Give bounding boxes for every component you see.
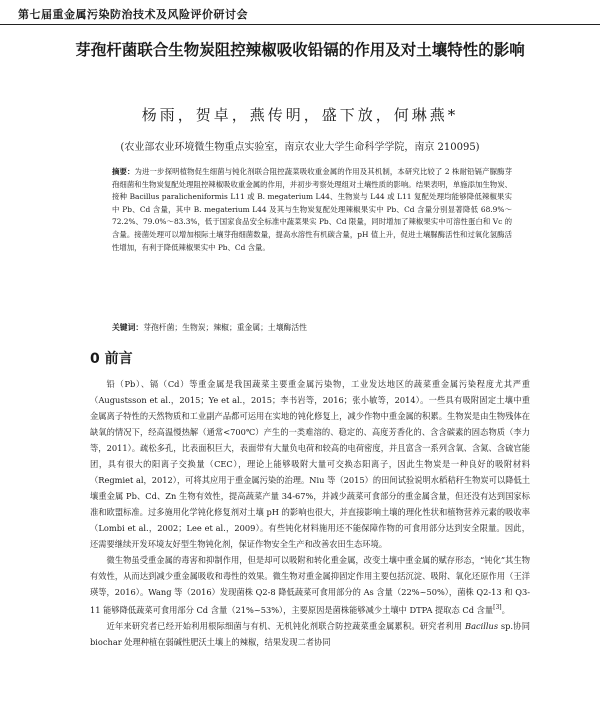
paragraph: 铅（Pb）、镉（Cd）等重金属是我国蔬菜主要重金属污染物，工业发达地区的蔬菜重金属污染程度尤其严重（Augustsson et al.，2015；Ye et al.，2015；李书岩等，2016；张小敏等，2014）。一些具有吸附固定土壤中重金属离子特性的天然物质和工业副产品都可运用在实地的钝化修复上，减少作物中重金属的积累。生物炭是由生物残体在缺氧的情况下，经高温慢热解（通常<700℃）产生的一类难溶的、稳定的、高度芳香化的、含含碳素的固态物质（李力等，2011）。疏松多孔，比表面积巨大，表面带有大量负电荷和较高的电荷密度，并且富含一系列含氧、含氮、含硫官能团，具有很大的阳离子交换量（CEC），理论上能够吸附大量可交换态阳离子，因此生物炭是一种良好的吸附材料（Regmiet al，2012），可将其应用于重金属污染的治理。Niu 等（2015）的田间试验说明水稻秸秆生物炭可以降低土壤重金属 Pb、Cd、Zn 生物有效性，提高蔬菜产量 34-67%，并减少蔬菜可食部分的重金属含量，但还没有达到国家标准和欧盟标准。过多施用化学钝化修复剂对土壤 pH 的影响也很大，并直接影响土壤的理化性状和植物营养元素的吸收率（Lombi et al.，2002；Lee et al.，2009）。有些钝化材料施用还不能保障作物的可食用部分达到安全限量。因此，还需要继续开发环境友好型生物钝化剂，保证作物安全生产和改善农田生态环境。 <box>90 379 530 549</box>
paragraph-text: 微生物虽受重金属的毒害和抑制作用，但是却可以吸附和转化重金属，改变土壤中重金属的赋存形态，“钝化”其生物有效性，从而达到减少重金属吸收和毒性的效果。微生物对重金属抑固定作用主要包括沉淀、吸附、氧化还原作用（王洋瑛等，2016）。Wang 等（2016）发现菌株 Q2-8 降低蔬菜可食用部分的 As 含量（22%~50%），菌株 Q2-13 和 Q3-11 能够降低蔬菜可食用部分 Cd 含量（21%~53%），主要原因是菌株能够减少土壤中 DTPA 提取态 Cd 含量 <box>90 555 530 615</box>
keywords-label: 关键词： <box>112 323 144 332</box>
paragraph-end: 。 <box>501 604 510 615</box>
species-name: Bacillus <box>465 620 499 631</box>
abstract-text: 为进一步探明植物促生细菌与钝化剂联合阻控蔬菜吸收重金属的作用及其机制，本研究比较了 2 株耐铅镉产脲酶芽孢细菌和生物炭复配处理阻控辣椒吸收重金属的作用，并初步考察处理组对土壤性质的影响。结果表明，单施添加生物炭、接种 Bacillus paralicheniformis L11 或 B. megaterium L44、生物炭与 L44 或 L11 复配处理均能够降低辣椒果实中 Pb、Cd 含量，其中 B. megaterium L44 及其与生物炭复配处理辣椒果实中 Pb、Cd 含量分别显著降低 68.9%～72.2%、79.0%～83.3%，低于国家食品安全标准中蔬菜果实 Pb、Cd 限量，同时增加了辣椒果实中可溶性蛋白和 Vc 的含量。接菌处理可以增加根际土壤芽孢细菌数量，提高水溶性有机碳含量，pH 值上升，促进土壤脲酶活性和过氧化氢酶活性增加，有利于降低辣椒果实中 Pb、Cd 含量。 <box>112 167 512 252</box>
body-text <box>90 376 530 650</box>
abstract-label: 摘要： <box>112 167 135 176</box>
keywords <box>112 322 512 333</box>
paper-title: 芽孢杆菌联合生物炭阻控辣椒吸收铅镉的作用及对土壤特性的影响 <box>75 41 525 59</box>
paragraph-text: 近年来研究者已经开始利用根际细菌与有机、无机钝化剂联合防控蔬菜重金属累积。研究者利用 <box>106 620 465 631</box>
affiliation: (农业部农业环境微生物重点实验室，南京农业大学生命科学学院，南京 210095) <box>120 142 480 153</box>
abstract <box>112 166 512 254</box>
paragraph-text: sp.协同 biochar 处理种植在弱碱性肥沃土壤上的辣椒，结果发现二者协同 <box>90 620 530 647</box>
running-header: 第七届重金属污染防治技术及风险评价研讨会 <box>18 8 248 21</box>
author-list: 杨雨，贺卓，燕传明，盛下放，何琳燕* <box>141 106 459 124</box>
paragraph <box>90 552 530 618</box>
keywords-text: 芽孢杆菌；生物炭；辣椒；重金属；土壤酶活性 <box>143 323 307 332</box>
section-heading: 0 前言 <box>90 351 133 367</box>
citation-ref: [3] <box>493 604 502 611</box>
paragraph <box>90 618 530 650</box>
header-divider <box>0 24 600 25</box>
